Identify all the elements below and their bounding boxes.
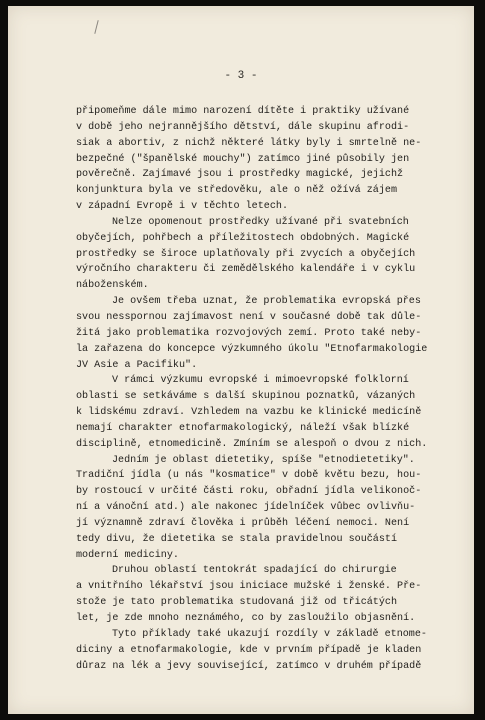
- text-line: a vnitřního lékařství jsou iniciace mužské i ženské. Pře-: [76, 581, 422, 593]
- text-line: důraz na lék a jevy související, zatímco v druhém případě: [76, 660, 422, 672]
- text-line: náboženském.: [76, 280, 149, 292]
- text-line: bezpečné ("španělské mouchy") zatímco jiné působily jen: [76, 153, 410, 165]
- text-line: Jedním je oblast dietetiky, spíše "etnodietetiky".: [112, 454, 415, 466]
- paragraph: [76, 294, 456, 373]
- document-body: [76, 104, 456, 674]
- text-line: ní a vánoční atd.) ale nakonec jídelníček vůbec ovlivňu-: [76, 502, 416, 514]
- paragraph: [76, 453, 456, 564]
- text-line: let, je zde mnoho neznámého, co by zasloužilo objasnění.: [76, 613, 416, 624]
- paragraph: [76, 373, 456, 452]
- paragraph: [76, 627, 456, 675]
- text-line: výročního charakteru či zemědělského kalendáře i v cyklu: [76, 264, 416, 276]
- text-line: pověrečně. Zajímavé jsou i prostředky magické, jejichž: [76, 169, 404, 181]
- text-line: obyčejích, pohřbech a příležitostech obdobných. Magické: [76, 232, 410, 244]
- text-line: konjunktura byla ve středověku, ale o něž ožívá zájem: [76, 185, 398, 197]
- paragraph: [76, 563, 456, 626]
- text-line: v době jeho nejrannějšího dětství, dále skupinu afrodi-: [76, 121, 410, 133]
- paragraph: [76, 215, 456, 294]
- text-line: Tradiční jídla (u nás "kosmatice" v době květu bezu, hou-: [76, 470, 422, 482]
- text-line: oblasti se setkáváme s další skupinou poznatků, vázaných: [76, 391, 416, 403]
- text-line: Druhou oblastí tentokrát spadající do chirurgie: [112, 565, 397, 577]
- document-page: [8, 6, 474, 714]
- text-line: Nelze opomenout prostředky užívané při svatebních: [112, 216, 409, 228]
- page-number: - 3 -: [224, 70, 258, 82]
- text-line: nemají charakter etnofarmakologický, náleží však blízké: [76, 422, 410, 434]
- paragraph: [76, 104, 456, 215]
- text-line: tedy divu, že dietetika se stala pravidelnou součástí: [76, 533, 398, 545]
- text-line: jí významně zdraví člověka i průběh léčení nemoci. Není: [76, 517, 410, 529]
- text-line: Tyto příklady také ukazují rozdíly v základě etnome-: [112, 628, 427, 640]
- text-line: siak a abortiv, z nichž některé látky byly i smrtelně ne-: [76, 137, 422, 149]
- text-line: by rostoucí v určité části roku, obřadní jídla velikonoč-: [76, 486, 422, 498]
- pencil-mark: [94, 20, 98, 34]
- text-line: JV Asie a Pacifiku".: [76, 359, 198, 371]
- text-line: moderní mediciny.: [76, 549, 179, 561]
- text-line: žitá jako problematika rozvojových zemí. Proto také neby-: [76, 327, 422, 339]
- text-line: diciny a etnofarmakologie, kde v prvním případě je kladen: [76, 644, 422, 656]
- text-line: Je ovšem třeba uznat, že problematika evropská přes: [112, 296, 421, 308]
- text-line: disciplině, etnomedicině. Zmíním se alespoň o dvou z nich.: [76, 438, 428, 450]
- text-line: připomeňme dále mimo narození dítěte i praktiky užívané: [76, 106, 410, 117]
- text-line: svou nesspornou zajímavost není v současné době tak důle-: [76, 311, 422, 323]
- text-line: V rámci výzkumu evropské i mimoevropské folklorní: [112, 375, 409, 387]
- text-line: k lidskému zdraví. Vzhledem na vazbu ke klinické medicíně: [76, 407, 422, 419]
- text-line: v západní Evropě i v těchto letech.: [76, 201, 289, 213]
- text-line: la zařazena do koncepce výzkumného úkolu "Etnofarmakologie: [76, 343, 428, 355]
- text-line: stože je tato problematika studovaná již od třicátých: [76, 597, 398, 609]
- text-line: prostředky se široce uplatňovaly při zvycích a obyčejích: [76, 248, 416, 260]
